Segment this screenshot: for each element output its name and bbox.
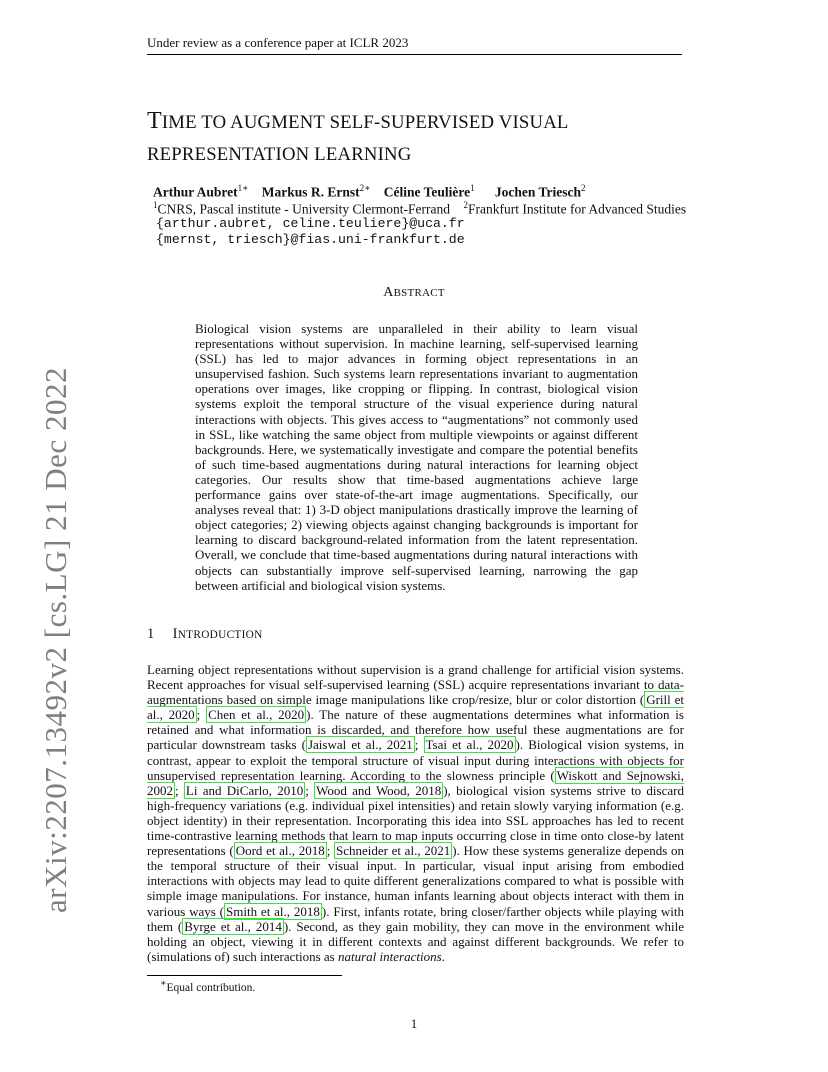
- email-line-2: {mernst, triesch}@fias.uni-frankfurt.de: [156, 232, 465, 247]
- citation-link[interactable]: Chen et al., 2020: [208, 707, 305, 723]
- author-name: Céline Teulière: [383, 184, 471, 200]
- title-line-1: TIME TO AUGMENT SELF-SUPERVISED VISUAL: [147, 108, 569, 134]
- intro-paragraph: Learning object representations without supervision is a grand challenge for artificial vision systems. Recent approaches for visual self-supervised learning (SSL) acquire representations invariant to data-augmentations based on simple image manipulations like crop/resize, blur or color distortion ( Grill et al., 2020 ; Chen et al., 2020 ). The nature of these augmentations determines what information is retained and what information is discarded, and therefore how useful these augmentations are for particular downstream tasks ( Jaiswal et al., 2021 ; Tsai et al., 2020 ). Biological vision systems, in contrast, appear to exploit the temporal structure of visual input during interactions with objects for unsupervised representation learning. According to the slowness principle ( Wiskott and Sejnowski, 2002 ; Li and DiCarlo, 2010 ; Wood and Wood, 2018 ), biological vision systems strive to discard high-frequency variations (e.g. individual pixel intensities) and retain slowly varying information (e.g. object identity) in their representation. Incorporating this idea into SSL approaches has led to recent time-contrastive learning methods that learn to map inputs occurring close in time onto close-by latent representations ( Oord et al., 2018 ; Schneider et al., 2021 ). How these systems generalize depends on the temporal structure of their visual input. In particular, visual input arising from embodied interactions with objects may lead to quite different generalizations compared to what is possible with simple image manipulations. For instance, human infants learning about objects interact with them in various ways ( Smith et al., 2018 ). First, infants rotate, bring closer/farther objects while playing with them ( Byrge et al., 2014 ). Second, as they gain mobility, they can move in the environment while holding an object, viewing it in different contexts and against different backgrounds. We refer to (simulations of) such interactions as natural interactions.: [147, 662, 685, 964]
- citation-link[interactable]: Smith et al., 2018: [226, 903, 320, 919]
- footnote: ∗Equal contribution.: [160, 978, 256, 994]
- citation-link[interactable]: Wood and Wood, 2018: [316, 782, 442, 798]
- arxiv-stamp: arXiv:2207.13492v2 [cs.LG] 21 Dec 2022: [38, 367, 73, 913]
- email-line-1: {arthur.aubret, celine.teuliere}@uca.fr: [156, 216, 465, 231]
- citation-link[interactable]: Oord et al., 2018: [235, 843, 325, 859]
- affiliation-1: CNRS, Pascal institute - University Clermont-Ferrand: [157, 201, 450, 217]
- paper-title: [147, 106, 707, 170]
- header-rule: [147, 54, 682, 55]
- citation-link[interactable]: Grill et al., 2020: [147, 692, 684, 723]
- author-name: Arthur Aubret: [153, 184, 238, 200]
- section-number: 1: [147, 626, 155, 642]
- citation-link[interactable]: Tsai et al., 2020: [425, 737, 514, 753]
- citation-link[interactable]: Li and DiCarlo, 2010: [185, 782, 304, 798]
- author-list: Arthur Aubret$^{1∗}$ Markus R. Ernst$^{2∗}$ Céline Teulière$^1$ Jochen Triesch$^2$: [153, 183, 586, 200]
- abstract-heading: ABSTRACT: [383, 285, 445, 300]
- citation-link[interactable]: Schneider et al., 2021: [335, 843, 451, 859]
- author-name: Jochen Triesch: [494, 184, 582, 200]
- title-line-2: REPRESENTATION LEARNING: [147, 144, 412, 165]
- page-number: 1: [410, 1016, 418, 1031]
- citation-link[interactable]: Wiskott and Sejnowski, 2002: [147, 767, 684, 798]
- author-name: Markus R. Ernst: [261, 184, 360, 200]
- affiliation-2: Frankfurt Institute for Advanced Studies: [467, 201, 687, 217]
- citation-link[interactable]: Byrge et al., 2014: [184, 918, 282, 934]
- running-header: Under review as a conference paper at ICLR 2023: [147, 35, 409, 50]
- section-heading: 1 INTRODUCTION: [147, 626, 263, 642]
- footnote-rule: [147, 975, 342, 976]
- abstract-text: Biological vision systems are unparalleled in their ability to learn visual representations without supervision. In machine learning, self-supervised learning (SSL) has led to major advances in forming object representations in an unsupervised fashion. Such systems learn representations invariant to augmentation operations over images, like cropping or flipping. In contrast, biological vision systems exploit the temporal structure of the visual experience during natural interactions with objects. This gives access to “augmentations” not commonly used in SSL, like watching the same object from multiple viewpoints or against different backgrounds. Here, we systematically investigate and compare the potential benefits of such time-based augmentations during natural interactions for learning object categories. Our results show that time-based augmentations achieve large performance gains over state-of-the-art image augmentations. Specifically, our analyses reveal that: 1) 3-D object manipulations drastically improve the learning of object categories; 2) viewing objects against changing backgrounds is important for learning to discard background-related information from the latent representation. Overall, we conclude that time-based augmentations during natural interactions with objects can substantially improve self-supervised learning, narrowing the gap between artificial and biological vision systems.: [195, 321, 638, 593]
- affiliations: $^1$CNRS, Pascal institute - University Clermont-Ferrand $^2$Frankfurt Institute for Advanced Studies: [153, 200, 687, 217]
- citation-link[interactable]: Jaiswal et al., 2021: [307, 737, 413, 753]
- emphasis-text: natural interactions: [338, 948, 442, 964]
